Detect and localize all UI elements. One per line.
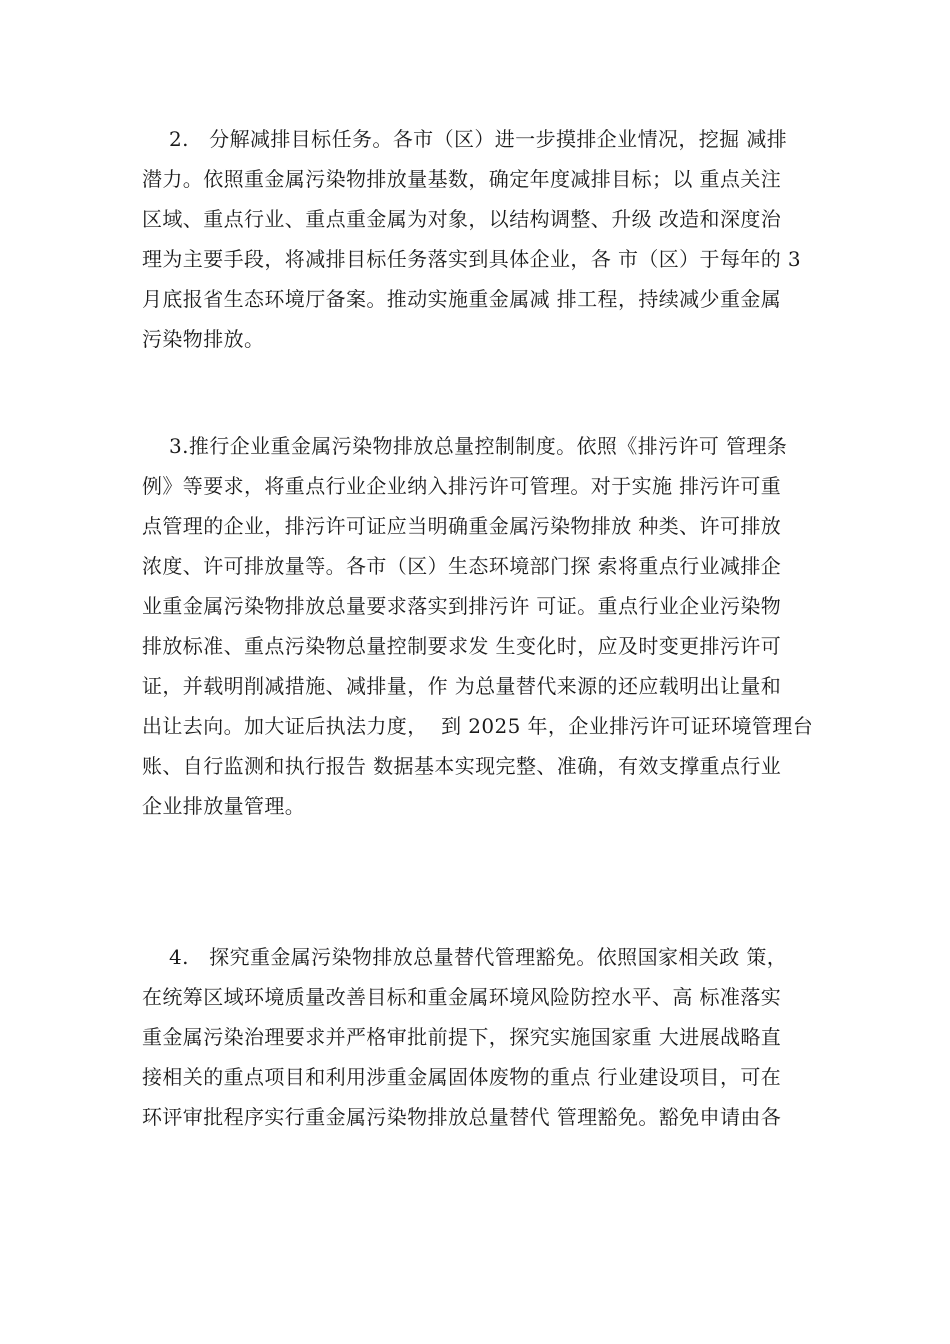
paragraph-3-total-emission-control [142, 426, 842, 826]
text-line: 业重金属污染物排放总量要求落实到排污许 可证。重点行业企业污染物 [142, 594, 782, 618]
text-line: 证，并载明削减措施、减排量，作 为总量替代来源的还应载明出让量和 [142, 674, 782, 698]
text-line: 污染物排放。 [142, 327, 265, 351]
text-line: 区域、重点行业、重点重金属为对象，以结构调整、升级 改造和深度治 [142, 207, 782, 231]
text-line: 账、自行监测和执行报告 数据基本实现完整、准确，有效支撑重点行业 [142, 754, 782, 778]
paragraph-4-replacement-exemption [142, 937, 842, 1137]
text-line: 在统筹区域环境质量改善目标和重金属环境风险防控水平、高 标准落实 [142, 985, 782, 1009]
text-line: 潜力。依照重金属污染物排放量基数，确定年度减排目标；以 重点关注 [142, 167, 782, 191]
text-line: 企业排放量管理。 [142, 794, 306, 818]
text-line: 3.推行企业重金属污染物排放总量控制制度。依照《排污许可 管理条 [142, 434, 788, 458]
text-line: 点管理的企业，排污许可证应当明确重金属污染物排放 种类、许可排放 [142, 514, 782, 538]
text-line: 4. 探究重金属污染物排放总量替代管理豁免。依照国家相关政 策， [142, 945, 788, 969]
text-line: 浓度、许可排放量等。各市（区）生态环境部门探 索将重点行业减排企 [142, 554, 782, 578]
text-line: 月底报省生态环境厅备案。推动实施重金属减 排工程，持续减少重金属 [142, 287, 782, 311]
text-line: 排放标准、重点污染物总量控制要求发 生变化时，应及时变更排污许可 [142, 634, 782, 658]
text-line: 出让去向。加大证后执法力度， 到 2025 年，企业排污许可证环境管理台 [142, 714, 814, 738]
text-line: 重金属污染治理要求并严格审批前提下，探究实施国家重 大进展战略直 [142, 1025, 782, 1049]
text-line: 理为主要手段，将减排目标任务落实到具体企业，各 市（区）于每年的 3 [142, 247, 802, 271]
paragraph-2-emission-reduction-targets [142, 119, 842, 359]
text-line: 例》等要求，将重点行业企业纳入排污许可管理。对于实施 排污许可重 [142, 474, 782, 498]
text-line: 接相关的重点项目和利用涉重金属固体废物的重点 行业建设项目，可在 [142, 1065, 782, 1089]
text-line: 环评审批程序实行重金属污染物排放总量替代 管理豁免。豁免申请由各 [142, 1105, 782, 1129]
text-line: 2. 分解减排目标任务。各市（区）进一步摸排企业情况，挖掘 减排 [142, 127, 788, 151]
